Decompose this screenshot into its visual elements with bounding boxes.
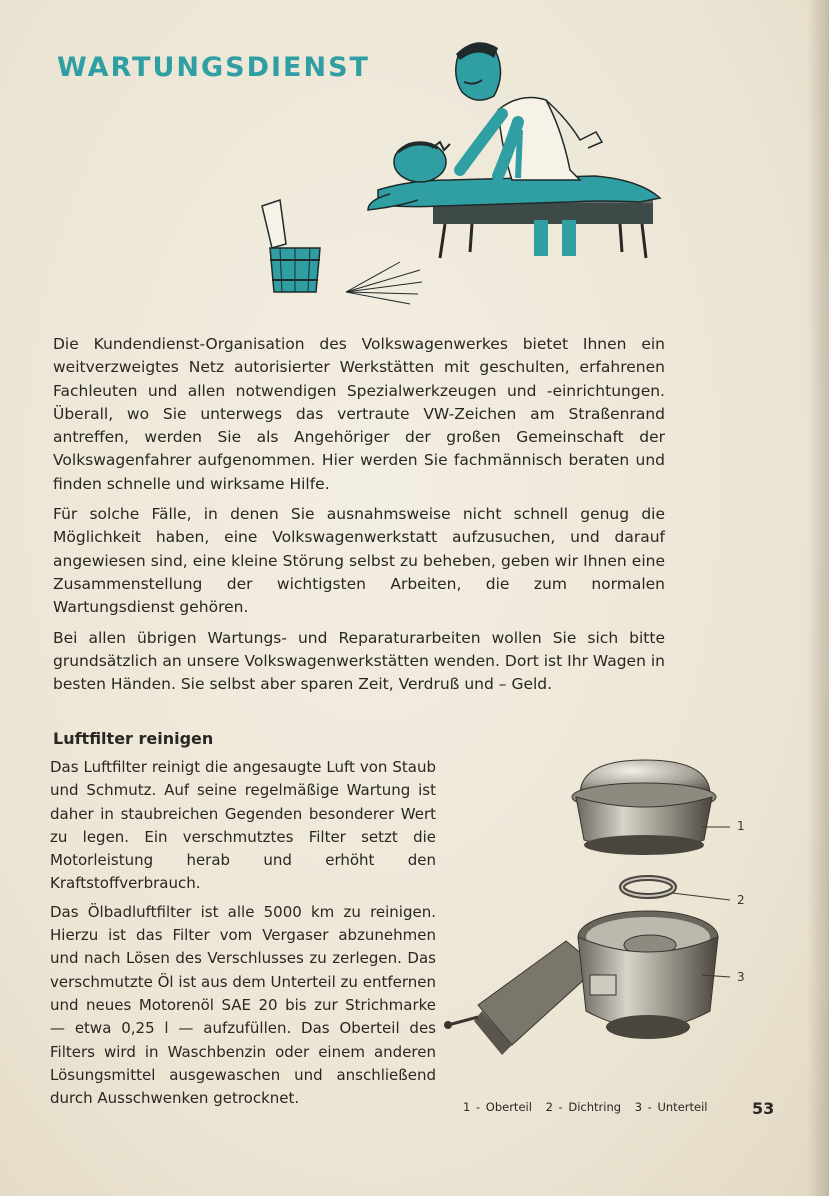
caption-item-unterteil: 3 - Unterteil — [634, 1100, 708, 1114]
figure-caption — [463, 1100, 715, 1114]
filter-lower-part — [444, 911, 718, 1055]
air-filter-illustration — [440, 755, 740, 1100]
section-paragraph-2: Das Ölbadluftfilter ist alle 5000 km zu reinigen. Hierzu ist das Filter vom Vergaser abzunehmen und nach Lösen des Verschlusses zu zerlegen. Das verschmutzte Öl ist aus dem Unterteil zu entfernen und neues Motorenöl SAE 20 bis zur Strichmarke — etwa 0,25 l — aufzufüllen. Das Oberteil des Filters wird in Waschbenzin oder einem anderen Lösungsmittel ausgewaschen und anschließend durch Ausschwenken getrocknet. — [50, 902, 436, 1108]
section-title: Luftfilter reinigen — [53, 729, 214, 748]
intro-paragraph-3: Bei allen übrigen Wartungs- und Reparaturarbeiten wollen Sie sich bitte grundsätzlich an unsere Volkswagenwerkstätten wenden. Dort ist Ihr Wagen in besten Händen. Sie selbst aber sparen Zeit, Verdruß und – Geld. — [53, 628, 665, 694]
section-body — [50, 756, 436, 1115]
page-number: 53 — [752, 1099, 775, 1118]
caption-item-oberteil: 1 - Oberteil — [463, 1100, 532, 1114]
callout-2: 2 — [737, 893, 745, 907]
filter-seal-ring — [622, 878, 674, 896]
section-paragraph-1: Das Luftfilter reinigt die angesaugte Luft von Staub und Schmutz. Auf seine regelmäßige Wartung ist daher in staubreichen Gegenden besonderer Wert zu legen. Ein verschmutztes Filter setzt die Motorleistung herab und erhöht den Kraftstoffverbrauch. — [50, 758, 436, 893]
intro-paragraph-2: Für solche Fälle, in denen Sie ausnahmsweise nicht schnell genug die Möglichkeit haben, eine Volkswagenwerkstatt aufzusuchen, und darauf angewiesen sind, eine kleine Störung selbst zu beheben, geben wir Ihnen eine Zusammenstellung der wichtigsten Arbeiten, die zum normalen Wartungsdienst gehören. — [53, 505, 665, 617]
caption-item-dichtring: 2 - Dichtring — [545, 1100, 622, 1114]
intro-text — [53, 333, 665, 703]
page-title: WARTUNGSDIENST — [57, 52, 370, 83]
massage-illustration — [250, 30, 680, 310]
callout-3: 3 — [737, 970, 745, 984]
filter-upper-part — [572, 760, 716, 855]
page-edge-shadow — [807, 0, 829, 1196]
callout-1: 1 — [737, 819, 745, 833]
intro-paragraph-1: Die Kundendienst-Organisation des Volkswagenwerkes bietet Ihnen ein weitverzweigtes Netz autorisierter Werkstätten mit geschulten, erfahrenen Fachleuten und allen notwendigen Spezialwerkzeugen und -einrichtungen. Überall, wo Sie unterwegs das vertraute VW-Zeichen am Straßenrand antreffen, werden Sie als Angehöriger der großen Gemeinschaft der Volkswagenfahrer aufgenommen. Hier werden Sie fachmännisch beraten und finden schnelle und wirksame Hilfe. — [53, 335, 665, 493]
